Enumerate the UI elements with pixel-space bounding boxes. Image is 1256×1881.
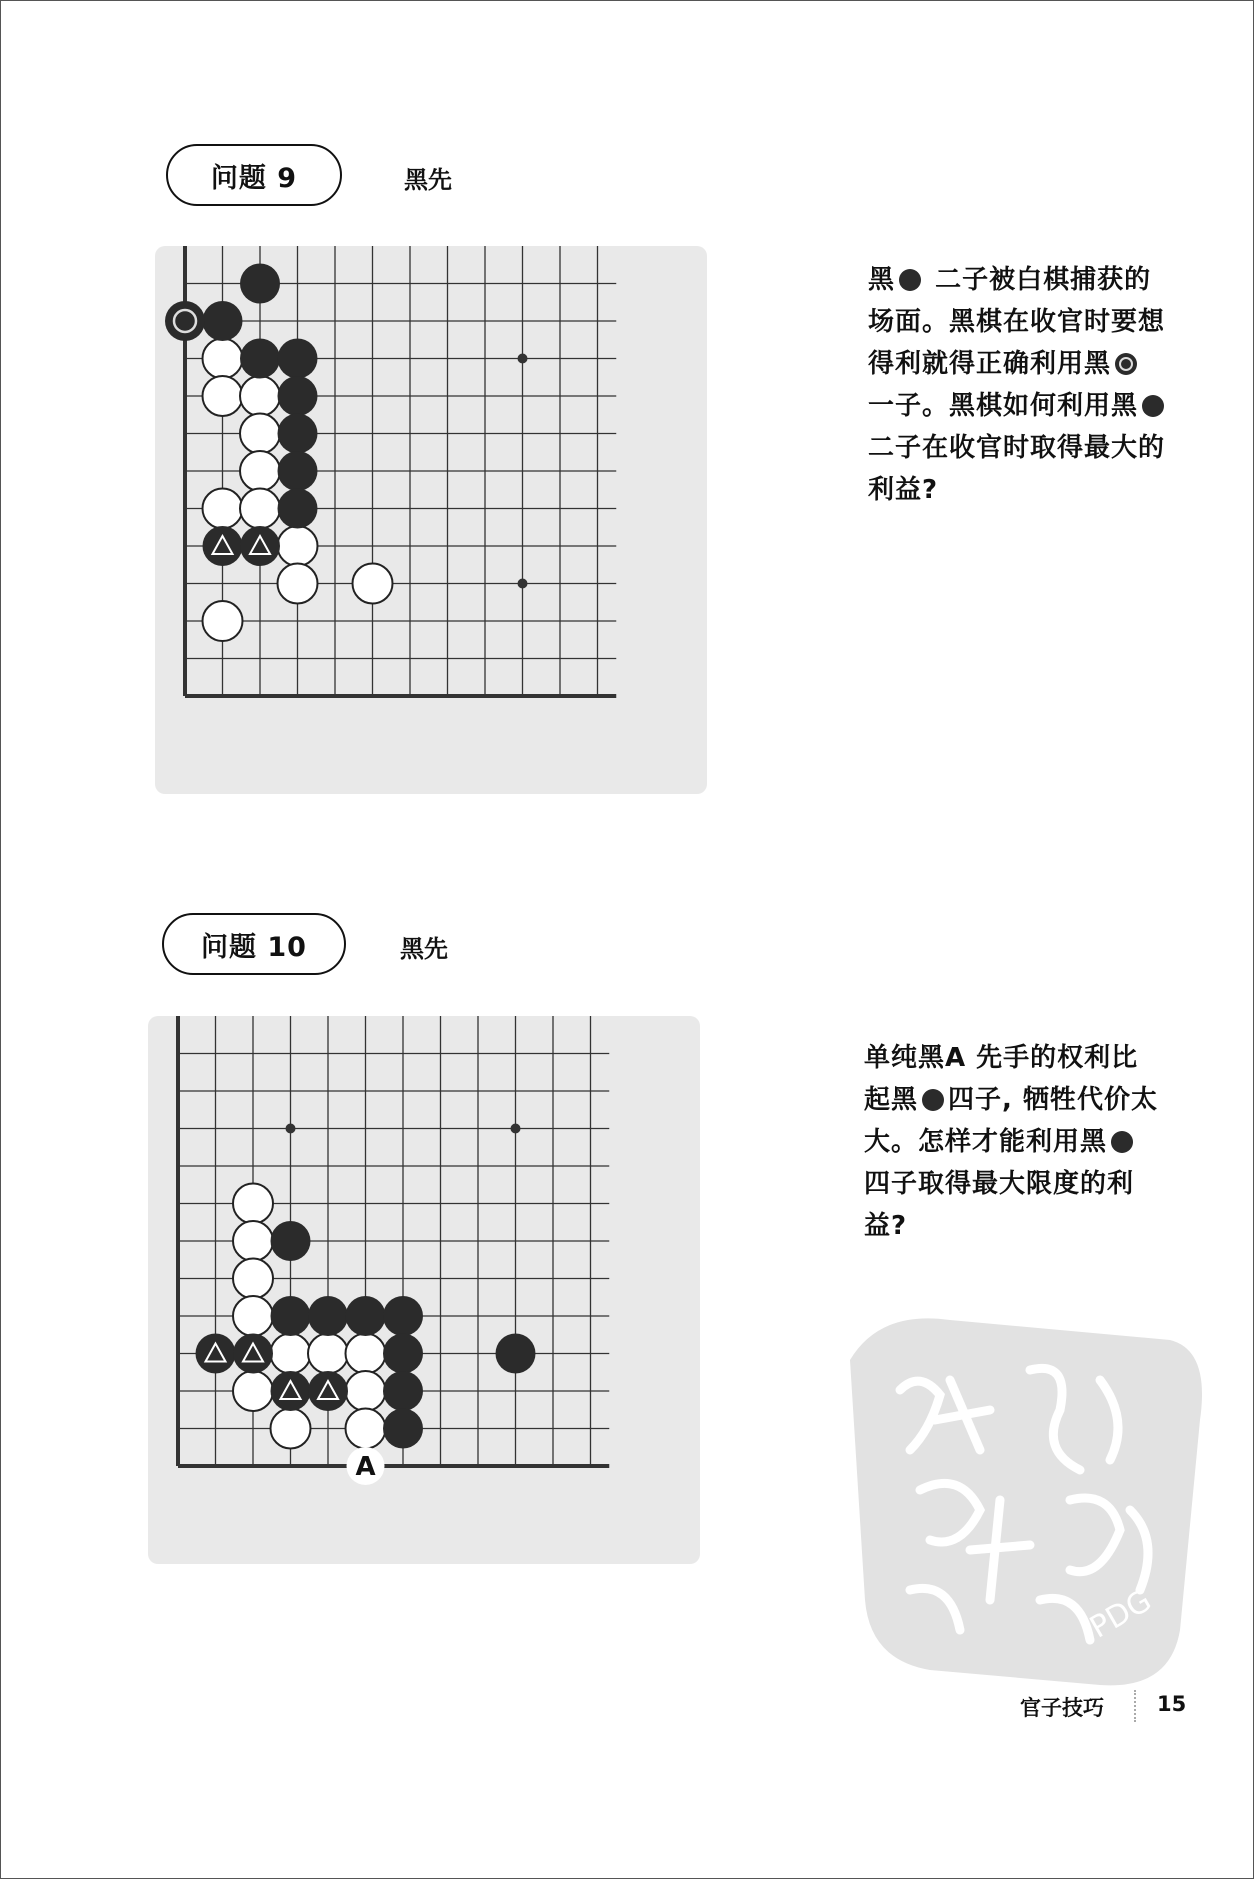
white-stone bbox=[353, 564, 393, 604]
white-stone bbox=[203, 376, 243, 416]
black-stone-icon bbox=[922, 1089, 944, 1111]
black-stone-triangle-marked bbox=[233, 1334, 273, 1374]
black-stone bbox=[203, 301, 243, 341]
black-stone-icon bbox=[1111, 1131, 1133, 1153]
white-stone bbox=[240, 376, 280, 416]
white-stone bbox=[233, 1371, 273, 1411]
white-stone bbox=[203, 601, 243, 641]
black-stone bbox=[383, 1334, 423, 1374]
white-stone bbox=[233, 1221, 273, 1261]
black-stone bbox=[383, 1296, 423, 1336]
page-number: 15 bbox=[1157, 1692, 1187, 1716]
marked-black-stone-icon bbox=[1115, 353, 1137, 375]
black-stone-triangle-marked bbox=[240, 526, 280, 566]
white-stone bbox=[278, 526, 318, 566]
white-stone bbox=[346, 1409, 386, 1449]
seal-stamp-icon bbox=[840, 1300, 1220, 1700]
star-point bbox=[511, 1124, 521, 1134]
problem-10-label: 问题 10 bbox=[162, 913, 346, 975]
description-text: 黑 bbox=[868, 265, 896, 295]
white-stone bbox=[308, 1334, 348, 1374]
star-point bbox=[286, 1124, 296, 1134]
black-stone bbox=[496, 1334, 536, 1374]
problem-10-board bbox=[148, 1016, 700, 1564]
problem-9-to-move: 黑先 bbox=[404, 166, 452, 194]
star-point bbox=[518, 579, 528, 589]
black-stone-icon bbox=[1142, 395, 1164, 417]
white-stone bbox=[346, 1371, 386, 1411]
black-stone bbox=[240, 264, 280, 304]
white-stone bbox=[240, 489, 280, 529]
black-stone-triangle-marked bbox=[196, 1334, 236, 1374]
white-stone bbox=[233, 1184, 273, 1224]
black-stone bbox=[278, 451, 318, 491]
black-stone bbox=[278, 376, 318, 416]
black-stone bbox=[278, 414, 318, 454]
black-stone bbox=[240, 339, 280, 379]
problem-10-board-panel bbox=[148, 1016, 700, 1564]
black-stone bbox=[383, 1409, 423, 1449]
black-stone bbox=[271, 1296, 311, 1336]
black-stone-triangle-marked bbox=[308, 1371, 348, 1411]
problem-10-to-move: 黑先 bbox=[400, 935, 448, 963]
problem-10-description bbox=[864, 1037, 1164, 1247]
white-stone bbox=[271, 1409, 311, 1449]
footer-divider bbox=[1134, 1690, 1138, 1722]
black-stone bbox=[278, 339, 318, 379]
description-text: 二子在收官时取得最大的利益? bbox=[868, 391, 1179, 505]
description-text: 四子, 牺牲代价太大。怎样才能利用黑 bbox=[864, 1085, 1158, 1157]
black-stone bbox=[271, 1221, 311, 1261]
problem-9-board-panel bbox=[155, 246, 707, 794]
white-stone bbox=[240, 414, 280, 454]
watermark-text: PDG bbox=[1084, 1583, 1158, 1646]
white-stone bbox=[271, 1334, 311, 1374]
black-stone bbox=[346, 1296, 386, 1336]
description-text: 单纯黑A 先手的权利比起黑 bbox=[864, 1043, 1139, 1115]
black-stone bbox=[383, 1371, 423, 1411]
footer-book-title: 官子技巧 bbox=[1020, 1696, 1104, 1720]
star-point bbox=[518, 354, 528, 364]
description-text: 二子被白棋捕获的场面。黑棋在收官时要想得利就得正确利用黑 bbox=[868, 265, 1166, 379]
black-stone-circle-marked bbox=[165, 301, 205, 341]
black-stone-icon bbox=[899, 269, 921, 291]
white-stone bbox=[233, 1296, 273, 1336]
white-stone bbox=[278, 564, 318, 604]
description-text: 四子取得最大限度的利益? bbox=[864, 1127, 1148, 1241]
problem-9-label: 问题 9 bbox=[166, 144, 342, 206]
point-label: A bbox=[355, 1452, 376, 1482]
white-stone bbox=[233, 1259, 273, 1299]
problem-9-description bbox=[868, 259, 1179, 511]
white-stone bbox=[346, 1334, 386, 1374]
description-text: 一子。黑棋如何利用黑 bbox=[868, 349, 1152, 421]
white-stone bbox=[203, 489, 243, 529]
problem-9-board bbox=[155, 246, 707, 794]
black-stone-triangle-marked bbox=[271, 1371, 311, 1411]
white-stone bbox=[240, 451, 280, 491]
black-stone-triangle-marked bbox=[203, 526, 243, 566]
black-stone bbox=[308, 1296, 348, 1336]
white-stone bbox=[203, 339, 243, 379]
black-stone bbox=[278, 489, 318, 529]
